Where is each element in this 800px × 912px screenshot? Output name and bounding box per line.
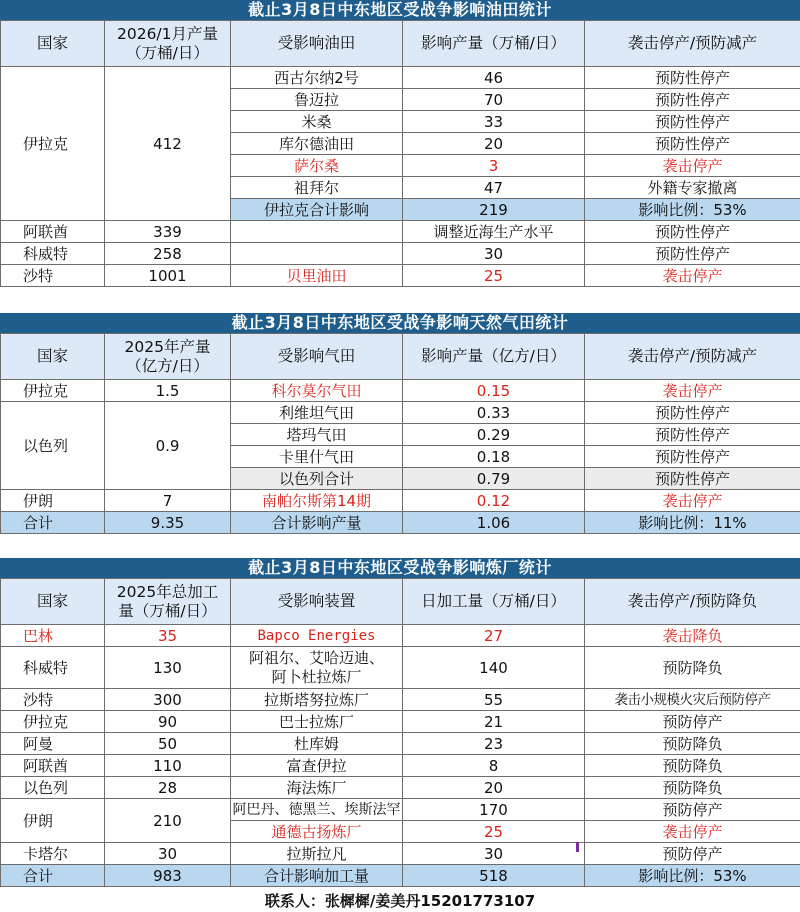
status-cell: 袭击停产	[585, 821, 800, 843]
header-country: 国家	[1, 21, 105, 67]
field-cell: 米桑	[231, 111, 403, 133]
subtotal-label: 伊拉克合计影响	[231, 199, 403, 221]
capacity-cell: 300	[105, 689, 231, 711]
unit-cell: 杜库姆	[231, 733, 403, 755]
capacity-cell: 50	[105, 733, 231, 755]
amount-cell: 21	[403, 711, 585, 733]
capacity-cell: 90	[105, 711, 231, 733]
total-capacity: 983	[105, 865, 231, 887]
amount-cell: 8	[403, 755, 585, 777]
table-row	[1, 843, 800, 865]
capacity-cell: 30	[105, 843, 231, 865]
country-cell: 伊拉克	[1, 711, 105, 733]
gas-table-title: 截止3月8日中东地区受战争影响天然气田统计	[0, 313, 800, 333]
amount-cell: 23	[403, 733, 585, 755]
country-cell: 阿曼	[1, 733, 105, 755]
country-cell: 伊朗	[1, 799, 105, 843]
header-status: 袭击停产/预防降负	[585, 579, 800, 625]
field-cell: 科尔莫尔气田	[231, 380, 403, 402]
status-cell: 预防性停产	[585, 133, 800, 155]
oil-section	[0, 0, 800, 287]
status-cell: 袭击停产	[585, 155, 800, 177]
production-cell: 7	[105, 490, 231, 512]
refinery-table-title: 截止3月8日中东地区受战争影响炼厂统计	[0, 558, 800, 578]
field-cell	[231, 221, 403, 243]
production-cell: 1001	[105, 265, 231, 287]
status-cell: 预防性停产	[585, 67, 800, 89]
impact-cell: 20	[403, 133, 585, 155]
total-field-label: 合计影响产量	[231, 512, 403, 534]
table-row	[1, 755, 800, 777]
header-unit: 受影响装置	[231, 579, 403, 625]
status-cell: 预防停产	[585, 843, 800, 865]
gas-header-row	[1, 334, 800, 380]
status-cell: 袭击停产	[585, 490, 800, 512]
total-label: 合计	[1, 512, 105, 534]
country-cell: 以色列	[1, 777, 105, 799]
refinery-header-row	[1, 579, 800, 625]
total-row	[1, 512, 800, 534]
country-cell: 伊拉克	[1, 380, 105, 402]
table-row	[1, 221, 800, 243]
status-cell: 预防性停产	[585, 221, 800, 243]
table-row	[1, 733, 800, 755]
production-cell: 1.5	[105, 380, 231, 402]
status-cell: 预防降负	[585, 647, 800, 689]
header-country: 国家	[1, 334, 105, 380]
status-cell: 预防性停产	[585, 446, 800, 468]
country-cell: 巴林	[1, 625, 105, 647]
field-cell: 以色列合计	[231, 468, 403, 490]
table-row	[1, 380, 800, 402]
header-country: 国家	[1, 579, 105, 625]
subtotal-ratio: 影响比例：53%	[585, 199, 800, 221]
unit-cell: 拉斯拉凡	[231, 843, 403, 865]
status-cell: 预防降负	[585, 755, 800, 777]
country-cell: 伊朗	[1, 490, 105, 512]
capacity-cell: 210	[105, 799, 231, 843]
field-cell: 库尔德油田	[231, 133, 403, 155]
table-row	[1, 243, 800, 265]
country-cell: 卡塔尔	[1, 843, 105, 865]
total-unit-label: 合计影响加工量	[231, 865, 403, 887]
unit-cell: 海法炼厂	[231, 777, 403, 799]
total-impact: 1.06	[403, 512, 585, 534]
country-cell: 阿联酋	[1, 221, 105, 243]
table-row	[1, 647, 800, 689]
table-row	[1, 265, 800, 287]
country-cell: 科威特	[1, 243, 105, 265]
unit-cell: 拉斯塔努拉炼厂	[231, 689, 403, 711]
unit-cell: 阿巴丹、德黑兰、埃斯法罕	[231, 799, 403, 821]
field-cell: 利维坦气田	[231, 402, 403, 424]
impact-cell: 调整近海生产水平	[403, 221, 585, 243]
status-cell: 预防性停产	[585, 424, 800, 446]
production-cell: 339	[105, 221, 231, 243]
status-cell: 袭击小规模火灾后预防停产	[585, 689, 800, 711]
status-cell: 预防停产	[585, 799, 800, 821]
country-cell: 阿联酋	[1, 755, 105, 777]
capacity-cell: 110	[105, 755, 231, 777]
header-capacity: 2025年总加工 量（万桶/日）	[105, 579, 231, 625]
header-production: 2025年产量 （亿方/日）	[105, 334, 231, 380]
header-amount: 日加工量（万桶/日）	[403, 579, 585, 625]
impact-cell: 33	[403, 111, 585, 133]
impact-cell: 0.12	[403, 490, 585, 512]
impact-cell: 30	[403, 243, 585, 265]
status-cell: 预防性停产	[585, 402, 800, 424]
table-row	[1, 799, 800, 821]
amount-cell: 140	[403, 647, 585, 689]
refinery-table	[0, 578, 800, 887]
oil-header-row	[1, 21, 800, 67]
total-label: 合计	[1, 865, 105, 887]
impact-cell: 25	[403, 265, 585, 287]
status-cell: 袭击停产	[585, 380, 800, 402]
purple-marker	[576, 842, 579, 852]
impact-cell: 47	[403, 177, 585, 199]
field-cell: 鲁迈拉	[231, 89, 403, 111]
header-field: 受影响油田	[231, 21, 403, 67]
unit-cell: 巴士拉炼厂	[231, 711, 403, 733]
production-cell: 258	[105, 243, 231, 265]
country-cell: 科威特	[1, 647, 105, 689]
status-cell: 预防降负	[585, 733, 800, 755]
status-cell: 预防降负	[585, 777, 800, 799]
capacity-cell: 28	[105, 777, 231, 799]
impact-cell: 46	[403, 67, 585, 89]
status-cell: 袭击停产	[585, 265, 800, 287]
table-row	[1, 625, 800, 647]
refinery-section	[0, 558, 800, 887]
unit-cell: 阿祖尔、艾哈迈迪、 阿卜杜拉炼厂	[231, 647, 403, 689]
amount-cell: 55	[403, 689, 585, 711]
amount-cell: 20	[403, 777, 585, 799]
status-cell: 外籍专家撤离	[585, 177, 800, 199]
field-cell: 贝里油田	[231, 265, 403, 287]
status-cell: 预防性停产	[585, 243, 800, 265]
header-field: 受影响气田	[231, 334, 403, 380]
status-cell: 袭击降负	[585, 625, 800, 647]
status-cell: 预防性停产	[585, 468, 800, 490]
field-cell: 卡里什气田	[231, 446, 403, 468]
unit-cell: Bapco Energies	[231, 625, 403, 647]
amount-cell: 170	[403, 799, 585, 821]
oil-table	[0, 20, 800, 287]
status-cell: 预防性停产	[585, 111, 800, 133]
header-production: 2026/1月产量 （万桶/日）	[105, 21, 231, 67]
gas-section	[0, 313, 800, 534]
impact-cell: 0.18	[403, 446, 585, 468]
header-impact: 影响产量（万桶/日）	[403, 21, 585, 67]
subtotal-impact: 219	[403, 199, 585, 221]
impact-cell: 3	[403, 155, 585, 177]
field-cell	[231, 243, 403, 265]
contact-line: 联系人：张樨樨/姜美丹15201773107	[264, 892, 536, 910]
header-impact: 影响产量（亿方/日）	[403, 334, 585, 380]
field-cell: 南帕尔斯第14期	[231, 490, 403, 512]
table-row	[1, 711, 800, 733]
header-status: 袭击停产/预防减产	[585, 334, 800, 380]
table-row	[1, 402, 800, 424]
production-cell: 0.9	[105, 402, 231, 490]
impact-cell: 0.79	[403, 468, 585, 490]
total-ratio: 影响比例：53%	[585, 865, 800, 887]
amount-cell: 25	[403, 821, 585, 843]
country-cell: 沙特	[1, 265, 105, 287]
capacity-cell: 35	[105, 625, 231, 647]
amount-cell: 27	[403, 625, 585, 647]
table-row	[1, 689, 800, 711]
amount-cell: 30	[403, 843, 585, 865]
field-cell: 塔玛气田	[231, 424, 403, 446]
unit-cell: 通德古扬炼厂	[231, 821, 403, 843]
country-cell: 沙特	[1, 689, 105, 711]
oil-table-title: 截止3月8日中东地区受战争影响油田统计	[0, 0, 800, 20]
field-cell: 萨尔桑	[231, 155, 403, 177]
country-cell: 以色列	[1, 402, 105, 490]
status-cell: 预防性停产	[585, 89, 800, 111]
total-ratio: 影响比例：11%	[585, 512, 800, 534]
production-cell: 412	[105, 67, 231, 221]
total-production: 9.35	[105, 512, 231, 534]
gas-table	[0, 333, 800, 534]
impact-cell: 0.33	[403, 402, 585, 424]
field-cell: 西古尔纳2号	[231, 67, 403, 89]
impact-cell: 70	[403, 89, 585, 111]
capacity-cell: 130	[105, 647, 231, 689]
country-cell: 伊拉克	[1, 67, 105, 221]
impact-cell: 0.29	[403, 424, 585, 446]
status-cell: 预防停产	[585, 711, 800, 733]
table-row	[1, 777, 800, 799]
header-status: 袭击停产/预防减产	[585, 21, 800, 67]
table-row	[1, 67, 800, 89]
field-cell: 祖拜尔	[231, 177, 403, 199]
table-row	[1, 490, 800, 512]
unit-cell: 富查伊拉	[231, 755, 403, 777]
total-row	[1, 865, 800, 887]
impact-cell: 0.15	[403, 380, 585, 402]
total-amount: 518	[403, 865, 585, 887]
